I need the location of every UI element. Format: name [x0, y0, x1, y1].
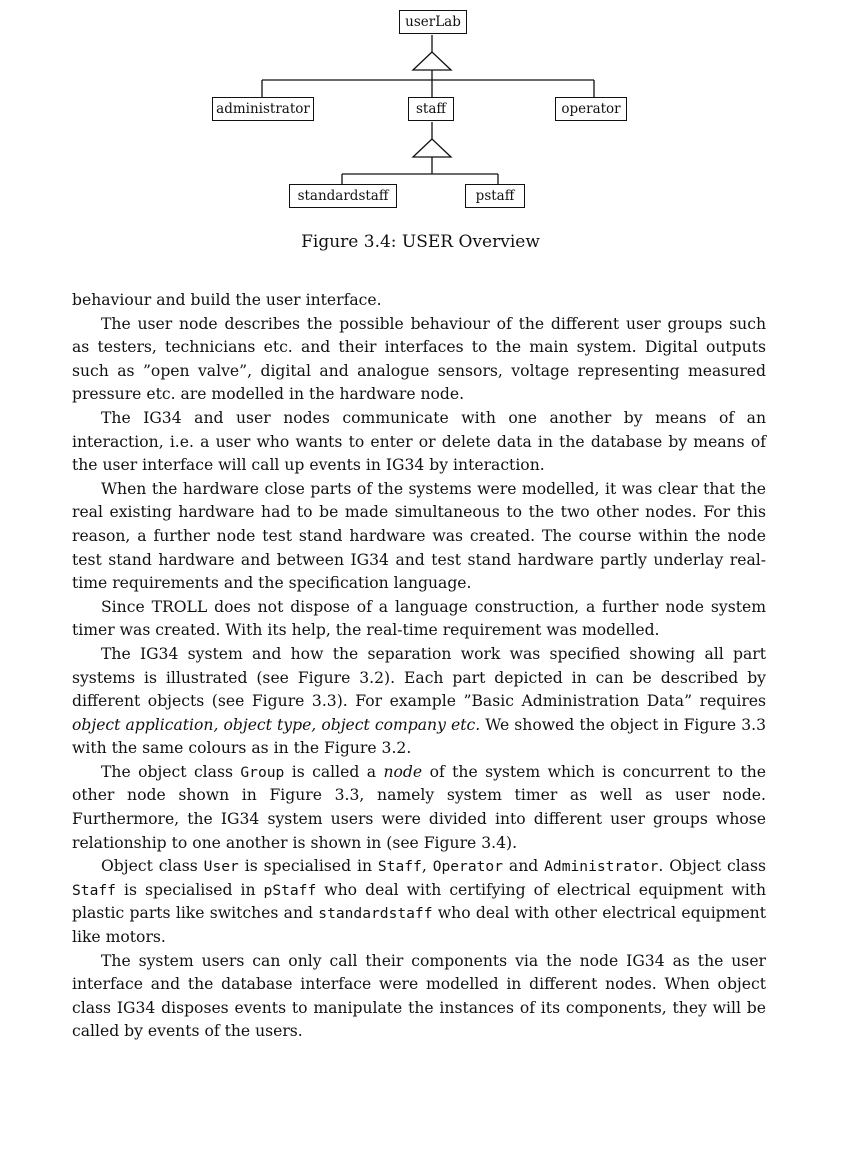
code-identifier: Administrator — [544, 858, 659, 876]
text-segment: When the hardware close parts of the systems were modelled, it was clear that the real existing hardware had to be made simultaneous to the two other nodes. For this reason, a further node test stand hardware was created. The course within the node test stand hardware and between IG34 and test stand hardware partly underlay real-time requirements and the specification language. — [72, 479, 766, 593]
text-segment: is specialised in — [115, 880, 264, 899]
figure-caption: Figure 3.4: USER Overview — [301, 232, 540, 252]
emphasis-text: node — [383, 762, 423, 781]
text-segment: We showed the object in Figure 3.3 with the same colours as in the Figure 3.2. — [72, 715, 766, 758]
text-segment: of the system which is concurrent to the other node shown in Figure 3.3, namely system timer as well as user node. Furthermore, the IG34 system users were divided into different user groups whose relationship to one another is shown in (see Figure 3.4). — [72, 762, 767, 852]
text-segment: , — [421, 857, 433, 876]
code-identifier: Group — [240, 763, 285, 781]
paragraph — [72, 313, 766, 407]
text-segment: The user node describes the possible behaviour of the different user groups such as testers, technicians etc. and their interfaces to the main system. Digital outputs such as ”open valve”, digital and analogue sensors, voltage representing measured pressure etc. are modelled in the hardware node. — [72, 314, 766, 404]
text-segment: who deal with certifying of electrical equipment with plastic parts like switches and — [72, 880, 766, 923]
paragraph — [72, 855, 766, 949]
text-segment: who deal with other electrical equipment like motors. — [72, 904, 766, 947]
text-segment: is called a — [284, 762, 384, 781]
text-segment: Object class — [101, 857, 204, 876]
text-segment: behaviour and build the user interface. — [72, 291, 382, 309]
code-identifier: standardstaff — [318, 905, 433, 923]
body-text — [72, 289, 766, 1044]
node-standardstaff: standardstaff — [289, 184, 397, 208]
text-segment: The IG34 system and how the separation work was specified showing all part systems is illustrated (see Figure 3.2). Each part depicted in can be described by different objects (see Figure 3.3). For example ”Basic Administration Data” requires — [72, 644, 766, 711]
text-segment: Since TROLL does not dispose of a language construction, a further node system timer was created. With its help, the real-time requirement was modelled. — [72, 597, 766, 640]
text-segment: and — [503, 857, 545, 876]
node-staff: staff — [408, 97, 454, 121]
code-identifier: User — [203, 858, 239, 876]
paragraph — [72, 761, 766, 855]
code-identifier: Operator — [432, 858, 503, 876]
node-administrator: administrator — [212, 97, 314, 121]
paragraph — [72, 643, 766, 761]
user-hierarchy-diagram — [0, 0, 841, 220]
paragraph — [72, 407, 766, 478]
text-segment: The object class — [101, 762, 241, 781]
paragraph — [72, 289, 766, 313]
code-identifier: pStaff — [263, 881, 317, 899]
node-pstaff: pstaff — [465, 184, 525, 208]
node-operator: operator — [555, 97, 627, 121]
text-segment: is specialised in — [238, 857, 378, 876]
text-segment: The system users can only call their components via the node IG34 as the user interface and the database interface were modelled in different nodes. When object class IG34 disposes events to manipulate the instances of its components, they will be called by events of the users. — [72, 951, 766, 1041]
paragraph — [72, 478, 766, 596]
paragraph — [72, 950, 766, 1044]
code-identifier: Staff — [72, 881, 116, 899]
text-segment: The IG34 and user nodes communicate with one another by means of an interaction, i.e. a user who wants to enter or delete data in the database by means of the user interface will call up events in IG34 by interaction. — [72, 408, 766, 475]
text-segment: . Object class — [658, 857, 766, 876]
code-identifier: Staff — [377, 858, 422, 876]
emphasis-text: object application, object type, object company etc. — [72, 715, 481, 734]
inheritance-triangle-1 — [413, 52, 451, 70]
inheritance-triangle-2 — [413, 139, 451, 157]
paragraph — [72, 596, 766, 643]
node-userlab: userLab — [399, 10, 467, 34]
